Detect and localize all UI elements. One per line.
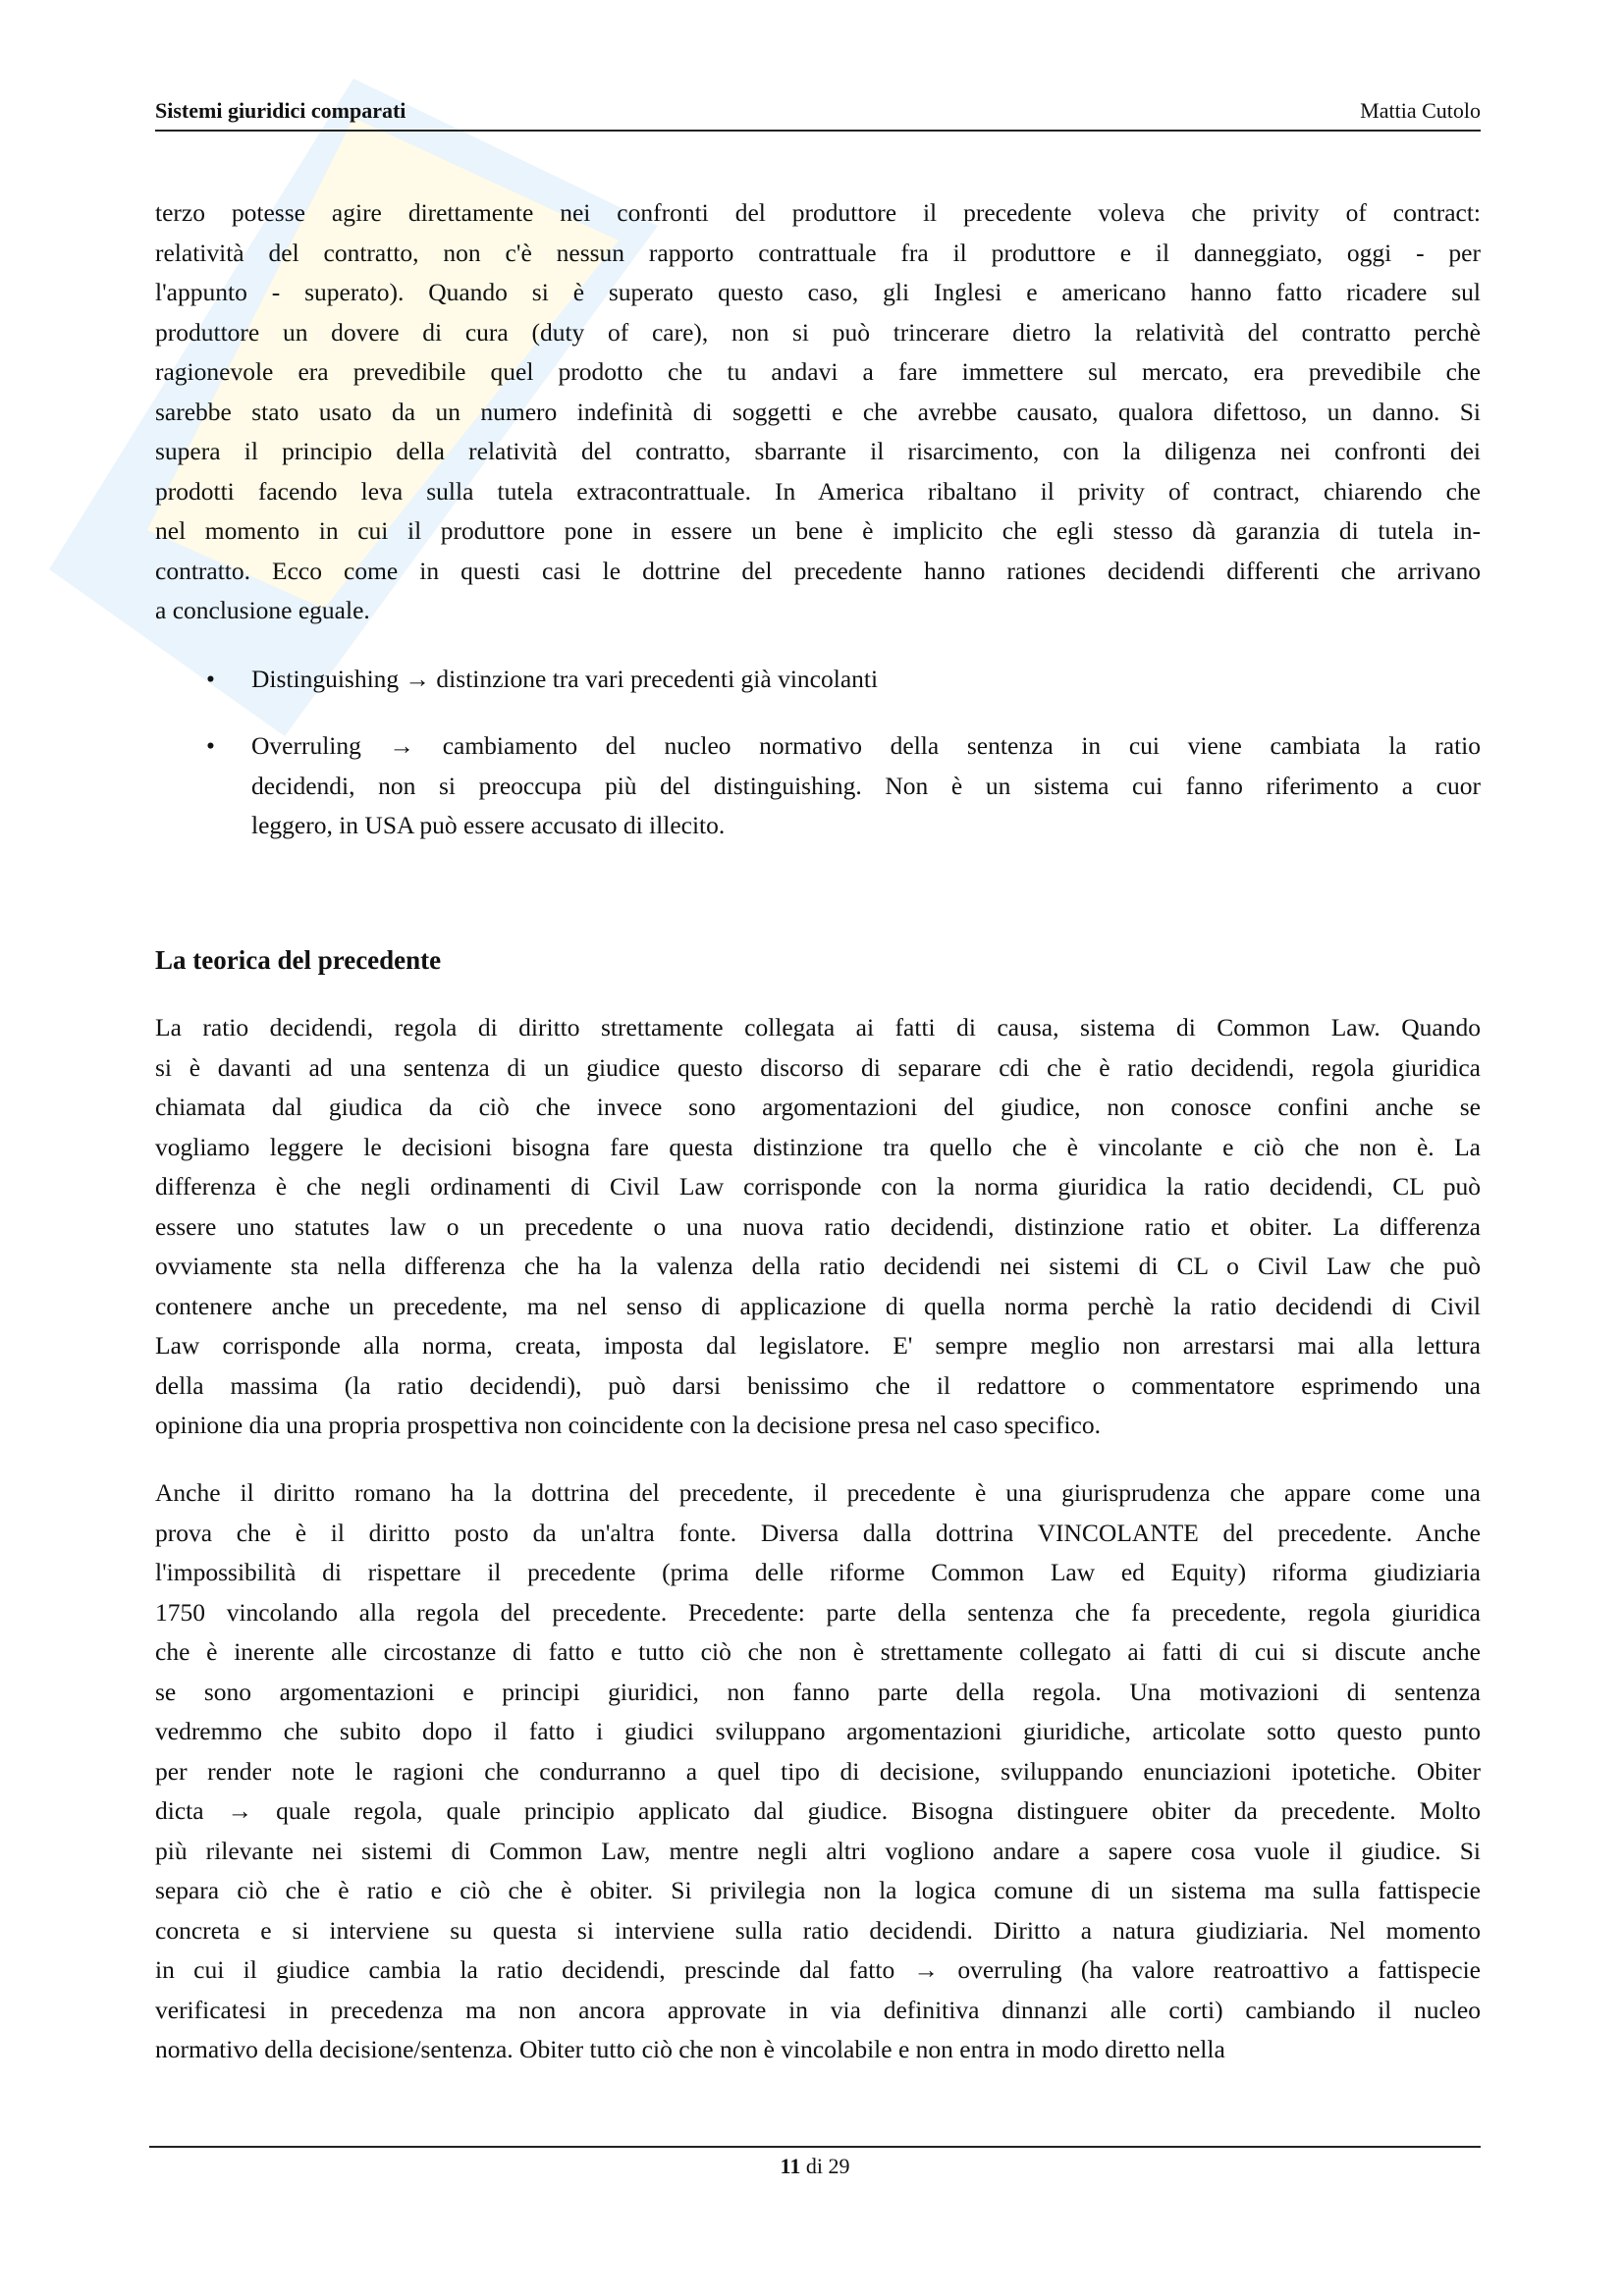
text-line: se sono argomentazioni e principi giuridici, non fanno parte della regola. Una motivazioni di sentenza xyxy=(155,1677,1481,1706)
text-line: nel momento in cui il produttore pone in essere un bene è implicito che egli stesso dà garanzia di tutela in- xyxy=(155,516,1481,545)
text-line: vedremmo che subito dopo il fatto i giudici sviluppano argomentazioni giuridiche, articolate sotto questo punto xyxy=(155,1717,1481,1745)
text-line: produttore un dovere di cura (duty of care), non si può trincerare dietro la relatività del contratto perchè xyxy=(155,317,1481,347)
text-line: Distinguishing → distinzione tra vari precedenti già vincolanti xyxy=(251,665,879,693)
text-line: più rilevante nei sistemi di Common Law, mentre negli altri vogliono andare a sapere cosa vuole il giudice. Si xyxy=(155,1836,1481,1865)
text-line: vogliamo leggere le decisioni bisogna fare questa distinzione tra quello che è vincolante e ciò che non è. La xyxy=(155,1132,1481,1161)
text-line: l'impossibilità di rispettare il precedente (prima delle riforme Common Law ed Equity) riforma giudiziaria xyxy=(155,1558,1481,1586)
text-line: normativo della decisione/sentenza. Obiter tutto ciò che non è vincolabile e non entra in modo diretto nella xyxy=(155,2035,1225,2063)
text-line: sarebbe stato usato da un numero indefinità di soggetti e che avrebbe causato, qualora difettoso, un danno. Si xyxy=(155,397,1481,426)
author-name: Mattia Cutolo xyxy=(1360,98,1481,123)
text-line: La ratio decidendi, regola di diritto strettamente collegata ai fatti di causa, sistema di Common Law. Quando xyxy=(155,1013,1481,1041)
text-line: ragionevole era prevedibile quel prodotto che tu andavi a fare immettere sul mercato, era prevedibile che xyxy=(155,357,1481,386)
text-line: per render note le ragioni che condurranno a quel tipo di decisione, sviluppando enunciazioni ipotetiche. Obiter xyxy=(155,1756,1481,1786)
text-line: relatività del contratto, non c'è nessun rapporto contrattuale fra il produttore e il danneggiato, oggi - per xyxy=(155,238,1481,267)
text-line: chiamata dal giudica da ciò che invece sono argomentazioni del giudice, non conosce confini anche se xyxy=(155,1093,1481,1121)
text-line: prodotti facendo leva sulla tutela extracontrattuale. In America ribaltano il privity of contract, chiarendo che xyxy=(155,476,1481,506)
text-line: contenere anche un precedente, ma nel senso di applicazione di quella norma perchè la ratio decidendi di Civil xyxy=(155,1291,1481,1320)
text-line: si è davanti ad una sentenza di un giudice questo discorso di separare cdi che è ratio decidendi, regola giuridica xyxy=(155,1052,1481,1082)
text-line: dicta → quale regola, quale principio applicato dal giudice. Bisogna distinguere obiter da precedente. Molto xyxy=(155,1796,1481,1825)
text-line: della massima (la ratio decidendi), può darsi benissimo che il redattore o commentatore esprimendo una xyxy=(155,1370,1481,1400)
paragraph-ratio-decidendi xyxy=(155,1008,1481,1446)
section-heading: La teorica del precedente xyxy=(155,945,442,975)
text-line: differenza è che negli ordinamenti di Civil Law corrisponde con la norma giuridica la ratio decidendi, CL può xyxy=(155,1172,1481,1201)
text-line: leggero, in USA può essere accusato di illecito. xyxy=(251,811,726,839)
page-header xyxy=(155,96,1481,132)
text-line: supera il principio della relatività del contratto, sbarrante il risarcimento, con la diligenza nei confronti dei xyxy=(155,437,1481,465)
bullet-icon: • xyxy=(206,665,215,693)
text-line: a conclusione eguale. xyxy=(155,596,370,624)
paragraph-diritto-romano xyxy=(155,1473,1481,2070)
text-line: Anche il diritto romano ha la dottrina del precedente, il precedente è una giurisprudenza che appare come una xyxy=(155,1478,1481,1507)
page-total: 29 xyxy=(828,2154,850,2178)
text-line: Overruling → cambiamento del nucleo normativo della sentenza in cui viene cambiata la ratio xyxy=(251,731,1481,760)
text-line: contratto. Ecco come in questi casi le dottrine del precedente hanno rationes decidendi differenti che arrivano xyxy=(155,556,1481,585)
bullet-item-overruling xyxy=(251,726,1481,846)
text-line: in cui il giudice cambia la ratio decidendi, prescinde dal fatto → overruling (ha valore reatroattivo a fattispecie xyxy=(155,1955,1481,1984)
text-line: terzo potesse agire direttamente nei confronti del produttore il precedente voleva che privity of contract: xyxy=(155,198,1481,227)
bullet-item-distinguishing xyxy=(251,660,1481,700)
document-title: Sistemi giuridici comparati xyxy=(155,98,406,123)
text-line: che è inerente alle circostanze di fatto e tutto ciò che non è strettamente collegato ai fatti di cui si discute anche xyxy=(155,1637,1481,1666)
page-number: 11 xyxy=(780,2154,801,2178)
text-line: decidendi, non si preoccupa più del distinguishing. Non è un sistema cui fanno riferimento a cuor xyxy=(251,771,1481,800)
page-separator: di xyxy=(805,2154,823,2178)
paragraph-continuation xyxy=(155,193,1481,631)
text-line: prova che è il diritto posto da un'altra fonte. Diversa dalla dottrina VINCOLANTE del precedente. Anche xyxy=(155,1518,1481,1547)
text-line: essere uno statutes law o un precedente o una nuova ratio decidendi, distinzione ratio et obiter. La differenza xyxy=(155,1211,1481,1241)
text-line: l'appunto - superato). Quando si è superato questo caso, gli Inglesi e americano hanno fatto ricadere sul xyxy=(155,278,1481,306)
text-line: opinione dia una propria prospettiva non coincidente con la decisione presa nel caso specifico. xyxy=(155,1411,1101,1439)
text-line: concreta e si interviene su questa si interviene sulla ratio decidendi. Diritto a natura giudiziaria. Nel momento xyxy=(155,1915,1481,1945)
bullet-icon: • xyxy=(206,731,215,760)
text-line: verificatesi in precedenza ma non ancora approvate in via definitiva dinnanzi alle corti) cambiando il nucleo xyxy=(155,1995,1481,2024)
text-line: separa ciò che è ratio e ciò che è obiter. Si privilegia non la logica comune di un sistema ma sulla fattispecie xyxy=(155,1876,1481,1904)
text-line: ovviamente sta nella differenza che ha la valenza della ratio decidendi nei sistemi di CL o Civil Law che può xyxy=(155,1252,1481,1280)
text-line: Law corrisponde alla norma, creata, imposta dal legislatore. E' sempre meglio non arrestarsi mai alla lettura xyxy=(155,1331,1481,1360)
text-line: 1750 vincolando alla regola del precedente. Precedente: parte della sentenza che fa precedente, regola giuridica xyxy=(155,1597,1481,1627)
page-footer xyxy=(149,2146,1481,2179)
